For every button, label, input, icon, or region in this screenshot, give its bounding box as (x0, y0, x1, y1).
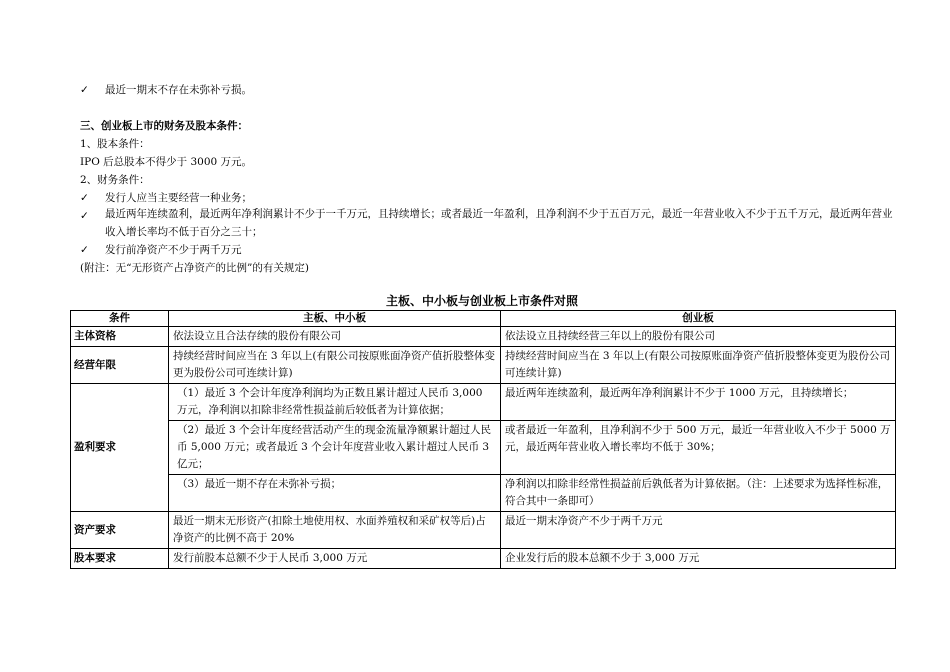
table-row (71, 512, 896, 549)
row-label: 资产要求 (71, 512, 169, 549)
table-cell: 依法设立且持续经营三年以上的股份有限公司 (501, 327, 896, 347)
table-cell: 最近两年连续盈利，最近两年净利润累计不少于 1000 万元，且持续增长； (501, 384, 896, 421)
list-item: 发行前净资产不少于两千万元 (105, 244, 242, 256)
row-label: 主体资格 (71, 327, 169, 347)
section-heading: 三、创业板上市的财务及股本条件： (80, 120, 248, 132)
table-cell: （1）最近 3 个会计年度净利润均为正数且累计超过人民币 3,000 万元，净利润以扣除非经常性损益前后较低者为计算依据； (169, 384, 501, 421)
table-cell: 企业发行后的股本总额不少于 3,000 万元 (501, 549, 896, 569)
table-cell: （3）最近一期不存在未弥补亏损； (169, 475, 501, 512)
finance-label: 2、财务条件： (80, 174, 150, 186)
check-icon: ✓ (80, 192, 89, 204)
table-cell: 净利润以扣除非经常性损益前后孰低者为计算依据。（注：上述要求为选择性标准，符合其中一条即可） (501, 475, 896, 512)
table-cell: 最近一期末净资产不少于两千万元 (501, 512, 896, 549)
table-cell: 依法设立且合法存续的股份有限公司 (169, 327, 501, 347)
list-item: 最近一期末不存在未弥补亏损。 (105, 84, 252, 96)
table-row (71, 421, 896, 475)
table-cell: 持续经营时间应当在 3 年以上(有限公司按原账面净资产值折股整体变更为股份公司可连续计算) (501, 347, 896, 384)
list-item: 发行人应当主要经营一种业务； (105, 192, 252, 204)
list-item: 最近两年连续盈利，最近两年净利润累计不少于一千万元，且持续增长；或者最近一年盈利，且净利润不少于五百万元，最近一年营业收入不少于五千万元，最近两年营业收入增长率均不低于百分之三十； (105, 208, 893, 238)
row-label: 经营年限 (71, 347, 169, 384)
capital-text: IPO 后总股本不得少于 3000 万元。 (80, 156, 253, 168)
table-cell: （2）最近 3 个会计年度经营活动产生的现金流量净额累计超过人民币 5,000 万元；或者最近 3 个会计年度营业收入累计超过人民币 3 亿元； (169, 421, 501, 475)
table-title: 主板、中小板与创业板上市条件对照 (385, 294, 578, 308)
column-header: 创业板 (501, 311, 896, 327)
table-cell: 发行前股本总额不少于人民币 3,000 万元 (169, 549, 501, 569)
table-header-row (71, 311, 896, 327)
table-row (71, 549, 896, 569)
row-label: 股本要求 (71, 549, 169, 569)
row-label: 盈利要求 (71, 384, 169, 512)
table-cell: 或者最近一年盈利，且净利润不少于 500 万元，最近一年营业收入不少于 5000 万元，最近两年营业收入增长率均不低于 30%； (501, 421, 896, 475)
table-row (71, 384, 896, 421)
check-icon: ✓ (80, 84, 89, 96)
table-cell: 持续经营时间应当在 3 年以上(有限公司按原账面净资产值折股整体变更为股份公司可连续计算) (169, 347, 501, 384)
comparison-table (70, 310, 896, 569)
check-icon: ✓ (80, 244, 89, 256)
note: (附注：无“无形资产占净资产的比例”的有关规定) (80, 262, 309, 274)
capital-label: 1、股本条件： (80, 138, 150, 150)
table-cell: 最近一期末无形资产(扣除土地使用权、水面养殖权和采矿权等后)占净资产的比例不高于 20% (169, 512, 501, 549)
table-row (71, 347, 896, 384)
column-header: 主板、中小板 (169, 311, 501, 327)
column-header: 条件 (71, 311, 169, 327)
check-icon: ✓ (80, 210, 89, 222)
table-row (71, 327, 896, 347)
table-row (71, 475, 896, 512)
